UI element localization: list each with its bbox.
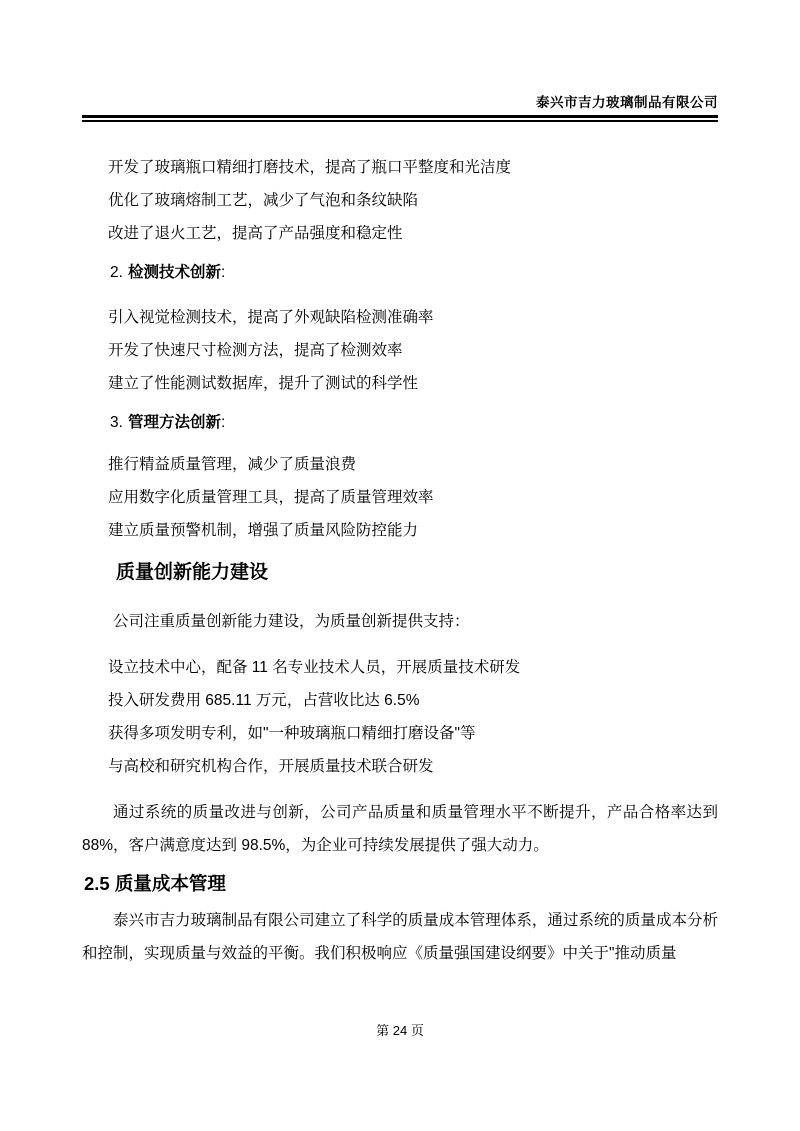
summary-paragraph: 通过系统的质量改进与创新，公司产品质量和质量管理水平不断提升，产品合格率达到 88%，客户满意度达到 98.5%，为企业可持续发展提供了强大动力。: [82, 804, 718, 854]
company-name: 泰兴市吉力玻璃制品有限公司: [536, 95, 718, 110]
page-header: [82, 0, 718, 122]
heading-colon: :: [220, 264, 226, 281]
list-item: 推行精益质量管理，减少了质量浪费: [108, 456, 357, 473]
list-item: 开发了快速尺寸检测方法，提高了检测效率: [108, 342, 403, 359]
heading-label: 管理方法创新: [127, 414, 221, 431]
list-item: 建立质量预警机制，增强了质量风险防控能力: [108, 522, 419, 539]
list-item: 与高校和研究机构合作，开展质量技术联合研发: [108, 758, 434, 775]
list-item: 建立了性能测试数据库，提升了测试的科学性: [108, 375, 419, 392]
list-item: 引入视觉检测技术，提高了外观缺陷检测准确率: [108, 309, 434, 326]
heading-number: 2.: [110, 264, 123, 281]
page-footer: [0, 1014, 800, 1047]
numbered-heading-detection: [82, 256, 718, 289]
page-number: 第 24 页: [376, 1023, 424, 1038]
list-item: 设立技术中心，配备 11 名专业技术人员，开展质量技术研发: [108, 659, 521, 676]
document-body: [82, 122, 718, 970]
list-item: 改进了退火工艺，提高了产品强度和稳定性: [108, 225, 403, 242]
list-item: 开发了玻璃瓶口精细打磨技术，提高了瓶口平整度和光洁度: [108, 159, 512, 176]
cost-paragraph: 泰兴市吉力玻璃制品有限公司建立了科学的质量成本管理体系，通过系统的质量成本分析和控制，实现质量与效益的平衡。我们积极响应《质量强国建设纲要》中关于"推动质量: [82, 912, 718, 962]
list-item: 投入研发费用 685.11 万元，占营收比达 6.5%: [108, 692, 420, 709]
list-item: 应用数字化质量管理工具，提高了质量管理效率: [108, 489, 434, 506]
list-item: 获得多项发明专利，如"一种玻璃瓶口精细打磨设备"等: [108, 725, 476, 742]
heading-colon: :: [220, 414, 226, 431]
capability-heading: 质量创新能力建设: [116, 562, 269, 583]
list-item: 优化了玻璃熔制工艺，减少了气泡和条纹缺陷: [108, 192, 419, 209]
capability-intro-paragraph: 公司注重质量创新能力建设，为质量创新提供支持：: [113, 613, 470, 630]
section-heading-cost: 2.5 质量成本管理: [84, 873, 226, 894]
header-divider: [82, 115, 718, 122]
numbered-heading-management: [82, 406, 718, 439]
heading-label: 检测技术创新: [127, 264, 221, 281]
heading-number: 3.: [110, 414, 123, 431]
